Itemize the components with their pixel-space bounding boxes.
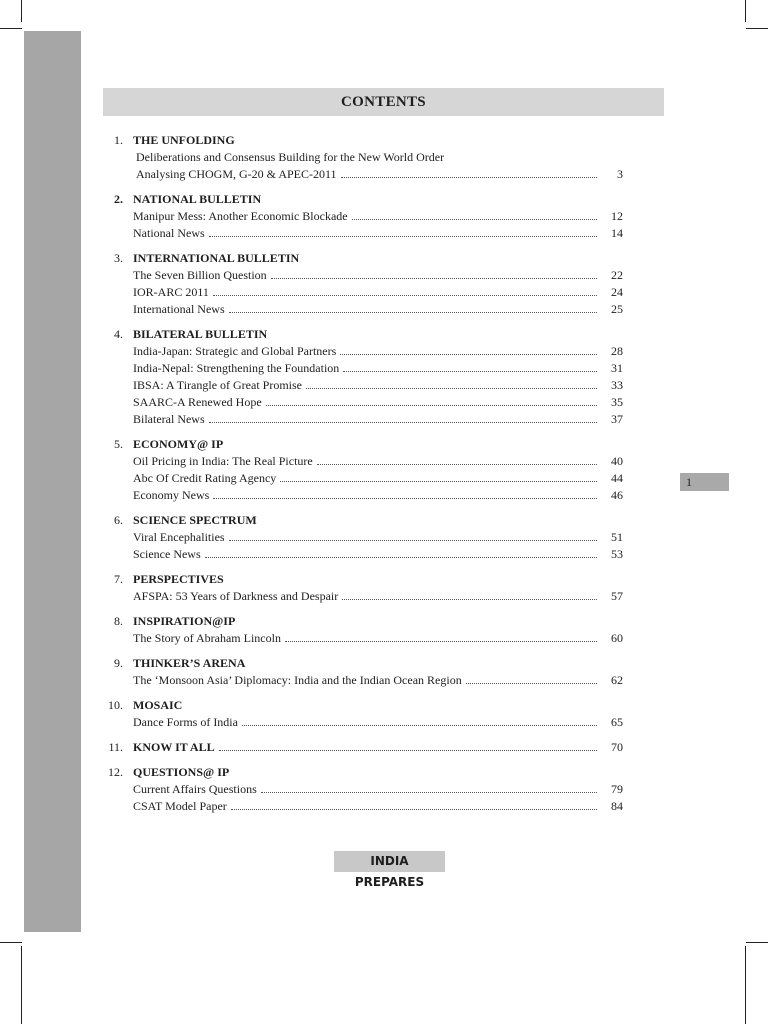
toc-section-heading [103,613,623,630]
dot-leader [266,394,597,406]
toc-section-heading [103,764,623,781]
section-number: 4. [114,327,123,341]
toc-section-heading [103,739,623,756]
toc-section [103,436,623,504]
section-title: ECONOMY@ IP [133,437,224,451]
entry-title: Viral Encephalities [133,530,225,544]
page-number: 33 [611,378,623,392]
toc-entry[interactable] [133,781,623,798]
crop-mark [745,946,746,1024]
section-number: 10. [108,698,123,712]
section-title: KNOW IT ALL [133,740,215,754]
dot-leader [352,208,597,220]
toc-section [103,250,623,318]
page-number: 46 [611,488,623,502]
page-number: 12 [611,209,623,223]
dot-leader [341,166,597,178]
crop-mark [21,0,22,22]
section-title: MOSAIC [133,698,183,712]
section-number: 8. [114,614,123,628]
page-number: 37 [611,412,623,426]
dot-leader [342,588,597,600]
crop-mark [746,28,768,29]
toc-entry[interactable] [133,225,623,242]
toc-section [103,655,623,689]
toc-entry[interactable] [133,394,623,411]
section-number: 11. [108,740,123,754]
dot-leader [213,487,597,499]
dot-leader [271,267,597,279]
toc-section-heading [103,250,623,267]
dot-leader [231,798,597,810]
entry-title: CSAT Model Paper [133,799,227,813]
entry-title: Analysing CHOGM, G-20 & APEC-2011 [136,167,337,181]
page-number: 44 [611,471,623,485]
entry-title: Abc Of Credit Rating Agency [133,471,277,485]
table-of-contents [103,132,623,823]
section-number: 3. [114,251,123,265]
entry-title: National News [133,226,205,240]
page-number: 62 [611,673,623,687]
page-number: 79 [611,782,623,796]
dot-leader [280,470,597,482]
dot-leader [343,360,597,372]
entry-title: Current Affairs Questions [133,782,257,796]
page-number-tab: 1 [680,473,729,491]
dot-leader [285,630,597,642]
toc-section [103,571,623,605]
crop-mark [0,942,22,943]
section-number: 2. [114,192,123,206]
page-number: 35 [611,395,623,409]
toc-section-heading [103,571,623,588]
page-number: 70 [611,740,623,754]
dot-leader [466,672,597,684]
page-number: 60 [611,631,623,645]
toc-entry[interactable] [133,284,623,301]
toc-section-heading [103,655,623,672]
page-number: 24 [611,285,623,299]
section-number: 1. [114,133,123,147]
page-number: 57 [611,589,623,603]
section-title: THE UNFOLDING [133,133,235,147]
entry-title: Economy News [133,488,210,502]
toc-section [103,191,623,242]
page-number: 25 [611,302,623,316]
toc-entry[interactable] [133,588,623,605]
entry-title: Science News [133,547,201,561]
toc-section-heading [103,436,623,453]
toc-section [103,613,623,647]
toc-entry[interactable] [133,546,623,563]
page-number: 31 [611,361,623,375]
toc-entry[interactable] [133,208,623,225]
entry-title: The Seven Billion Question [133,268,267,282]
section-number: 6. [114,513,123,527]
toc-entry[interactable] [133,798,623,815]
entry-title: IBSA: A Tirangle of Great Promise [133,378,303,392]
dot-leader [340,343,597,355]
section-title: THINKER’S ARENA [133,656,246,670]
dot-leader [261,781,597,793]
page-number: 3 [617,167,623,181]
entry-title: India-Nepal: Strengthening the Foundation [133,361,340,375]
crop-mark [746,942,768,943]
dot-leader [213,284,597,296]
entry-title: The ‘Monsoon Asia’ Diplomacy: India and the Indian Ocean Region [133,673,462,687]
toc-section-heading [103,697,623,714]
toc-section [103,764,623,815]
page-number: 65 [611,715,623,729]
crop-mark [0,28,22,29]
toc-section-heading [103,326,623,343]
toc-entry[interactable] [133,267,623,284]
toc-section-heading [103,512,623,529]
toc-section [103,326,623,428]
toc-section [103,697,623,731]
toc-entry[interactable] [133,529,623,546]
dot-leader [229,301,597,313]
section-title: QUESTIONS@ IP [133,765,230,779]
toc-section [103,132,623,183]
section-title: INTERNATIONAL BULLETIN [133,251,300,265]
dot-leader [205,546,597,558]
section-title: BILATERAL BULLETIN [133,327,268,341]
entry-title: Dance Forms of India [133,715,238,729]
entry-title: SAARC-A Renewed Hope [133,395,262,409]
dot-leader [306,377,597,389]
toc-entry[interactable] [133,343,623,360]
page-number: 53 [611,547,623,561]
section-title: PERSPECTIVES [133,572,224,586]
toc-section [103,739,623,756]
toc-entry[interactable] [133,360,623,377]
dot-leader [209,411,597,423]
toc-entry[interactable] [136,166,623,183]
entry-title: India-Japan: Strategic and Global Partners [133,344,337,358]
section-number: 5. [114,437,123,451]
footer-label: INDIA PREPARES [334,851,445,872]
crop-mark [21,946,22,1024]
toc-section [103,512,623,563]
dot-leader [209,225,597,237]
section-title: SCIENCE SPECTRUM [133,513,257,527]
toc-entry[interactable] [133,672,623,689]
toc-entry[interactable] [133,301,623,318]
section-number: 9. [114,656,123,670]
entry-title: International News [133,302,225,316]
dot-leader [219,739,597,751]
section-number: 12. [108,765,123,779]
toc-entry[interactable] [133,377,623,394]
toc-section-heading [103,191,623,208]
section-number: 7. [114,572,123,586]
dot-leader [317,453,597,465]
toc-entry[interactable] [133,470,623,487]
entry-title: Manipur Mess: Another Economic Blockade [133,209,348,223]
crop-mark [745,0,746,22]
entry-title: AFSPA: 53 Years of Darkness and Despair [133,589,339,603]
page-number: 14 [611,226,623,240]
toc-entry[interactable] [133,714,623,731]
entry-title: Bilateral News [133,412,205,426]
section-title: NATIONAL BULLETIN [133,192,262,206]
page-number: 51 [611,530,623,544]
entry-title: The Story of Abraham Lincoln [133,631,281,645]
toc-entry[interactable] [133,411,623,428]
dot-leader [229,529,597,541]
section-subtitle: Deliberations and Consensus Building for the New World Order [136,150,445,164]
toc-section-heading [103,132,623,149]
page-number: 40 [611,454,623,468]
page-number: 22 [611,268,623,282]
page-number: 28 [611,344,623,358]
toc-entry[interactable] [133,630,623,647]
section-title: INSPIRATION@IP [133,614,236,628]
entry-title: Oil Pricing in India: The Real Picture [133,454,313,468]
dot-leader [242,714,597,726]
page-title: CONTENTS [103,88,664,116]
toc-entry[interactable] [133,487,623,504]
page-number: 84 [611,799,623,813]
entry-title: IOR-ARC 2011 [133,285,209,299]
left-sidebar-band [24,31,81,932]
toc-entry[interactable] [133,453,623,470]
